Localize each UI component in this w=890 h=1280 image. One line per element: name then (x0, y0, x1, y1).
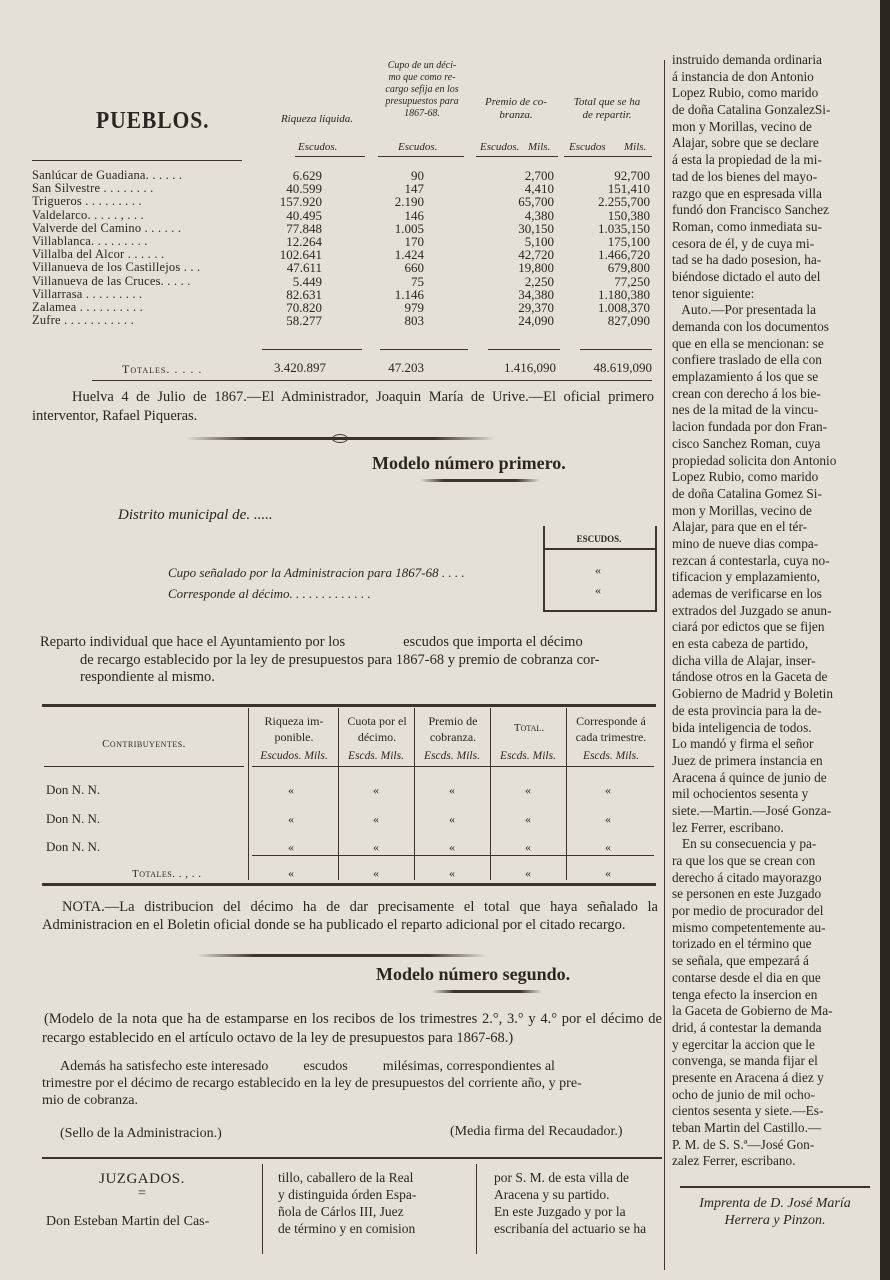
edict-line: mon y Morillas, vecino de (672, 502, 812, 518)
edict-line: de doña Catalina Gomez Si- (672, 485, 822, 501)
total-value: 77,250 (614, 273, 650, 289)
sub-escudos-1: Escudos. (298, 141, 338, 153)
premio-value: 19,800 (518, 260, 554, 276)
edict-line: Gobierno de Madrid y Boletin (672, 686, 834, 702)
pueblo-name: Villablanca. . . . . . . . . (32, 234, 148, 248)
sub-escudos-2: Escudos. (398, 141, 438, 153)
total-value: 151,410 (607, 181, 650, 197)
empty-cell-mark: « (288, 783, 294, 797)
edict-line: y egercitar la accion que le (672, 1036, 815, 1052)
rule (42, 1157, 662, 1159)
sub-mils-3: Mils. (528, 141, 551, 153)
empty-cell-mark: « (605, 812, 611, 826)
edict-line: crean con derecho á los bie- (672, 385, 821, 401)
edict-line: mino de nueve dias compa- (672, 535, 819, 551)
satisfecho-line-1: Además ha satisfecho este interesado escudos milésimas, correspondientes al (60, 1059, 555, 1074)
contrib-header: Contribuyentes. (102, 738, 186, 750)
corresponde-trimestre-header: Corresponde á cada trimestre. (575, 714, 647, 744)
edict-line: Juez de primera instancia en (672, 752, 823, 768)
edict-line: fundó don Francisco Sanchez (672, 202, 829, 218)
totals-cell-mark: « (605, 866, 611, 880)
cupo-header: Cupo de un déci- mo que como re- cargo sefija en los presupuestos para 1867-68. (385, 60, 459, 119)
rule (380, 349, 468, 350)
juzgados-col-2-line: tillo, caballero de la Real (278, 1170, 414, 1185)
edict-line: tándose otros en la Gaceta de (672, 669, 828, 685)
premio-value: 2,250 (524, 273, 554, 289)
premio-value: 2,700 (524, 168, 554, 183)
riqueza-imponible-header: Riqueza im- ponible. (264, 714, 324, 744)
edict-column (672, 52, 862, 1170)
riqueza-header: Riqueza liquida. (280, 113, 354, 125)
edict-line: torizado en el término que (672, 936, 812, 952)
edict-line: emplazamiento á los que se (672, 369, 819, 385)
modelo-2-title: Modelo número segundo. (376, 964, 571, 984)
empty-cell-mark: « (525, 812, 531, 826)
rule (262, 349, 362, 350)
cupo-value: 1.005 (394, 220, 424, 236)
total-value: 827,090 (607, 313, 650, 329)
modelo-1-title: Modelo número primero. (372, 453, 566, 473)
satisfecho-line-2: trimestre por el décimo de recargo establecido en la ley de presupuestos del corriente año, y pre- (42, 1076, 582, 1091)
cupo-value: 2.190 (394, 194, 424, 210)
totals-cell-mark: « (373, 866, 379, 880)
cupo-value: 147 (404, 181, 424, 197)
empty-cell-mark: « (605, 783, 611, 797)
edict-line: la Gaceta de Gobierno de Ma- (672, 1003, 833, 1019)
edict-line: por medio de procurador del (672, 903, 824, 919)
empty-cell-mark: « (449, 812, 455, 826)
cuota-header: Cuota por el décimo. (347, 714, 407, 744)
cupo-value: 170 (404, 234, 424, 249)
reparto-line-2: de recargo establecido por la ley de presupuestos para 1867-68 y premio de cobranza cor- (80, 652, 600, 668)
imprint: Imprenta de D. José María Herrera y Pinzon. (699, 1196, 851, 1228)
sub-mils-4: Mils. (624, 141, 647, 153)
cupo-value: 979 (404, 300, 424, 315)
edict-line: propiedad solicita don Antonio (672, 452, 837, 468)
edict-line: cisco Sanchez Roman, cuya (672, 435, 821, 451)
empty-cell-mark: « (449, 840, 455, 854)
totals-total: 48.619,090 (593, 360, 652, 375)
rule (564, 156, 652, 157)
reparto-line-3: respondiente al mismo. (80, 669, 215, 685)
rule (378, 156, 464, 157)
edict-line: tenor siguiente: (672, 285, 755, 301)
empty-cell-mark: « (288, 840, 294, 854)
total-value: 679,800 (607, 260, 650, 276)
distrito-line: Distrito municipal de. ..... (118, 507, 273, 523)
ornament-rule (432, 990, 542, 993)
box-value-1: « (595, 563, 601, 577)
sub-header-riqueza: Escudos. Mils. (260, 750, 328, 762)
edict-line: ciará por edictos que se fijen (672, 619, 825, 635)
media-firma-note: (Media firma del Recaudador.) (450, 1124, 623, 1139)
total-value: 175,100 (607, 234, 650, 249)
sub-header-corresponde: Escds. Mils. (583, 750, 639, 762)
empty-cell-mark: « (525, 783, 531, 797)
signature-paragraph: Huelva 4 de Julio de 1867.—El Administrador, Joaquin María de Urive.—El oficial primero interventor, Rafael Piqueras. (32, 389, 654, 424)
pueblos-header: PUEBLOS. (96, 108, 210, 134)
premio-cobranza-header: Premio de cobranza. (428, 714, 478, 744)
edict-line: dicha villa de Alajar, inser- (672, 652, 816, 668)
juzgados-separator: = (138, 1186, 146, 1201)
contrib-totals-label: Totales. . , . . (132, 868, 202, 880)
edict-line: se personen en este Juzgado (672, 886, 822, 902)
pueblo-name: Zalamea . . . . . . . . . . (32, 300, 143, 314)
edict-line: ademas de verificarse en los (672, 586, 822, 601)
edict-line: Alajar, para que en el tér- (672, 519, 808, 535)
rule (44, 766, 244, 767)
edict-line: ocho de junio de mil ocho- (672, 1086, 815, 1102)
rule (580, 349, 652, 350)
edict-line: bida inteligencia de todos. (672, 719, 812, 735)
edict-line: á esta la propiedad de la mi- (672, 152, 822, 168)
total-value: 1.035,150 (598, 220, 650, 236)
sub-header-total: Escds. Mils. (500, 750, 556, 762)
edict-line: Lopez Rubio, como marido (672, 469, 819, 485)
edict-line: de doña Catalina GonzalezSi- (672, 102, 831, 118)
pueblo-name: Villanueva de las Cruces. . . . . (32, 273, 191, 288)
sub-escudos-3: Escudos. (480, 141, 520, 153)
edict-line: Lopez Rubio, como marido (672, 85, 819, 101)
premio-header: Premio de co- branza. (485, 96, 547, 121)
juzgados-col-3-line: por S. M. de esta villa de (494, 1170, 629, 1185)
premio-value: 24,090 (518, 313, 554, 329)
sub-header-cuota: Escds. Mils. (348, 750, 404, 762)
empty-cell-mark: « (373, 812, 379, 826)
pueblo-name: Valverde del Camino . . . . . . (32, 220, 182, 235)
sub-escudos-4: Escudos (569, 141, 606, 153)
contributor-name: Don N. N. (46, 811, 101, 826)
empty-cell-mark: « (605, 840, 611, 854)
edict-line: extrados del Juzgado se anun- (672, 602, 832, 618)
col-divider (476, 1164, 477, 1254)
cupo-senalado-line: Cupo señalado por la Administracion para 1867-68 . . . . (168, 565, 465, 580)
riqueza-value: 6.629 (292, 168, 322, 183)
juzgados-col-3-line: escribanía del actuario se ha (494, 1221, 647, 1236)
juzgados-col-2-line: y distinguida órden Espa- (278, 1187, 417, 1202)
edict-line: que en ella se mencionan: se (672, 335, 824, 351)
totals-premio: 1.416,090 (504, 360, 556, 375)
edict-line: zalez Ferrer, escribano. (672, 1153, 796, 1169)
ornament-rule (196, 954, 486, 957)
edict-line: En su consecuencia y pa- (672, 836, 817, 852)
rule (252, 855, 654, 856)
juzgados-col-3-line: Aracena y su partido. (494, 1187, 610, 1202)
edict-line: tad se ha dado posesion, ha- (672, 252, 822, 268)
totals-label: Totales. . . . . (122, 362, 203, 376)
edict-line: Lo mandó y firma el señor (672, 736, 814, 752)
edict-line: presente en Aracena á diez y (672, 1069, 824, 1085)
riqueza-value: 102.641 (279, 247, 322, 263)
cupo-value: 660 (404, 260, 424, 276)
edict-line: drid, á contestar la demanda (672, 1019, 822, 1035)
riqueza-value: 77.848 (286, 220, 322, 236)
ornament-rule (332, 434, 348, 443)
edict-line: se señala, que empezará á (672, 953, 809, 969)
corresponde-line: Corresponde al décimo. . . . . . . . . . . . . (168, 586, 371, 601)
total-value: 1.466,720 (598, 247, 650, 263)
rule (680, 1186, 870, 1188)
premio-value: 30,150 (518, 220, 554, 236)
riqueza-value: 5.449 (292, 273, 322, 289)
pueblo-name: Trigueros . . . . . . . . . (32, 194, 142, 209)
juzgados-title: JUZGADOS. (99, 1171, 185, 1187)
edict-line: derecho á citado mayorazgo (672, 869, 822, 885)
edict-line: cesora de él, y de cuya mi- (672, 235, 815, 251)
rule (476, 156, 558, 157)
totals-cell-mark: « (525, 866, 531, 880)
edict-line: mon y Morillas, vecino de (672, 118, 812, 134)
juzgados-col-2-line: de término y en comision (278, 1221, 416, 1236)
juzgados-col-3-line: En este Juzgado y por la (494, 1204, 626, 1219)
pueblo-name: Villalba del Alcor . . . . . . (32, 247, 165, 262)
riqueza-value: 70.820 (286, 300, 322, 315)
modelo-2-instruction: (Modelo de la nota que ha de estamparse en los recibos de los trimestres 2.°, 3.° y 4.° por el décimo de recargo establecido en el artículo octavo de la ley de presupuestos para 1867-68.) (42, 1011, 662, 1046)
edict-line: demanda con los documentos (672, 319, 829, 334)
rule (543, 548, 655, 550)
total-value: 2.255,700 (598, 194, 650, 210)
juzgados-col-2-line: ñola de Cárlos III, Juez (278, 1204, 404, 1219)
contributor-name: Don N. N. (46, 782, 101, 797)
riqueza-value: 82.631 (286, 286, 322, 302)
rule (92, 380, 652, 381)
total-value: 1.008,370 (598, 300, 650, 315)
cupo-value: 803 (404, 313, 424, 329)
pueblo-name: Villanueva de los Castillejos . . . (32, 260, 201, 275)
riqueza-value: 58.277 (286, 313, 322, 329)
edict-line: cientos sesenta y siete.—Es- (672, 1103, 824, 1119)
empty-cell-mark: « (449, 783, 455, 797)
pueblo-name: San Silvestre . . . . . . . . (32, 181, 154, 196)
edict-line: á instancia de don Antonio (672, 68, 814, 84)
edict-line: tenga efecto la insercion en (672, 986, 818, 1002)
reparto-line-1: Reparto individual que hace el Ayuntamiento por los escudos que importa el décimo (40, 634, 583, 650)
rule (32, 160, 242, 161)
sello-note: (Sello de la Administracion.) (60, 1126, 222, 1141)
edict-line: mil ochocientos sesenta y (672, 786, 809, 802)
escudos-box-header: ESCUDOS. (576, 534, 622, 544)
col-divider (248, 708, 249, 880)
premio-value: 29,370 (518, 300, 554, 315)
totals-riqueza: 3.420.897 (274, 360, 326, 375)
rule (42, 704, 656, 707)
edict-line: lacion fundada por don Fran- (672, 419, 828, 435)
empty-cell-mark: « (525, 840, 531, 854)
ornament-rule (420, 479, 540, 482)
empty-cell-mark: « (373, 840, 379, 854)
juzgados-col-1: Don Esteban Martin del Cas- (46, 1214, 210, 1229)
rule (252, 766, 654, 767)
edict-line: contarse desde el dia en que (672, 969, 821, 985)
contributor-name: Don N. N. (46, 839, 101, 854)
edict-line: nes de la mitad de la vincu- (672, 402, 819, 418)
col-divider (262, 1164, 263, 1254)
pueblo-name: Valdelarco. . . . . , . . . (32, 207, 144, 222)
cupo-value: 1.424 (394, 247, 424, 263)
riqueza-value: 40.599 (286, 181, 322, 197)
edict-line: mismo competentemente au- (672, 919, 826, 935)
edict-line: lez Ferrer, escribano. (672, 819, 784, 835)
nota-paragraph: NOTA.—La distribucion del décimo ha de dar precisamente el total que haya señalado la Administracion en el Boletin oficial donde se ha publicado el reparto adicional por el citado recargo. (42, 899, 658, 933)
edict-line: teban Martin del Castillo.— (672, 1120, 822, 1135)
page-spine-shadow (880, 0, 890, 1280)
pueblo-name: Villarrasa . . . . . . . . . (32, 286, 143, 301)
edict-line: siete.—Martin.—José Gonza- (672, 802, 832, 818)
cupo-value: 90 (411, 168, 424, 183)
edict-line: de esta provincia para la de- (672, 702, 822, 718)
edict-line: confiere traslado de ella con (672, 352, 822, 368)
riqueza-value: 12.264 (286, 234, 322, 249)
riqueza-value: 157.920 (279, 194, 322, 210)
premio-value: 5,100 (524, 234, 554, 249)
edict-line: Aracena á quince de junio de (672, 769, 827, 785)
satisfecho-line-3: mio de cobranza. (42, 1093, 139, 1108)
total-value: 1.180,380 (598, 286, 650, 302)
edict-line: tad de los bienes del mayo- (672, 168, 818, 184)
edict-line: razgo que en espresada villa (672, 185, 822, 201)
riqueza-value: 40.495 (286, 207, 322, 223)
edict-line: convenga, se manda fijar el (672, 1053, 818, 1069)
premio-value: 34,380 (518, 286, 554, 302)
edict-line: ra que los que se crean con (672, 853, 816, 868)
edict-line: instruido demanda ordinaria (672, 52, 822, 67)
premio-value: 4,410 (524, 181, 554, 197)
empty-cell-mark: « (373, 783, 379, 797)
pueblo-name: Sanlúcar de Guadiana. . . . . . (32, 168, 183, 182)
rule (488, 349, 560, 350)
rule (42, 883, 656, 886)
cupo-value: 146 (404, 207, 424, 223)
total-header: Total que se ha de repartir. (573, 96, 641, 121)
totals-cupo: 47.203 (388, 360, 424, 375)
rule (295, 156, 365, 157)
totals-cell-mark: « (449, 866, 455, 880)
sub-header-premio: Escds. Mils. (424, 750, 480, 762)
premio-value: 42,720 (518, 247, 554, 263)
box-value-2: « (595, 583, 601, 597)
total-column-header: Total. (513, 722, 545, 734)
riqueza-value: 47.611 (286, 260, 322, 276)
cupo-value: 75 (411, 273, 424, 289)
premio-value: 65,700 (518, 194, 554, 210)
total-value: 150,380 (607, 207, 650, 223)
edict-line: P. M. de S. S.ª—José Gon- (672, 1136, 815, 1152)
edict-line: tificacion y emplazamiento, (672, 569, 821, 585)
empty-cell-mark: « (288, 812, 294, 826)
column-divider (664, 60, 665, 1270)
edict-line: Alajar, sobre que se declare (672, 135, 819, 151)
totals-cell-mark: « (288, 866, 294, 880)
edict-line: en esta cabeza de partido, (672, 636, 809, 652)
edict-line: biéndose dictado el auto del (672, 268, 821, 284)
total-value: 92,700 (614, 168, 650, 183)
edict-line: Auto.—Por presentada la (672, 302, 817, 318)
pueblo-name: Zufre . . . . . . . . . . . (32, 313, 134, 328)
premio-value: 4,380 (524, 207, 554, 223)
edict-line: Roman, como inmediata su- (672, 218, 822, 234)
cupo-value: 1.146 (394, 286, 424, 302)
edict-line: rezcan á contestarla, cuya no- (672, 552, 830, 568)
